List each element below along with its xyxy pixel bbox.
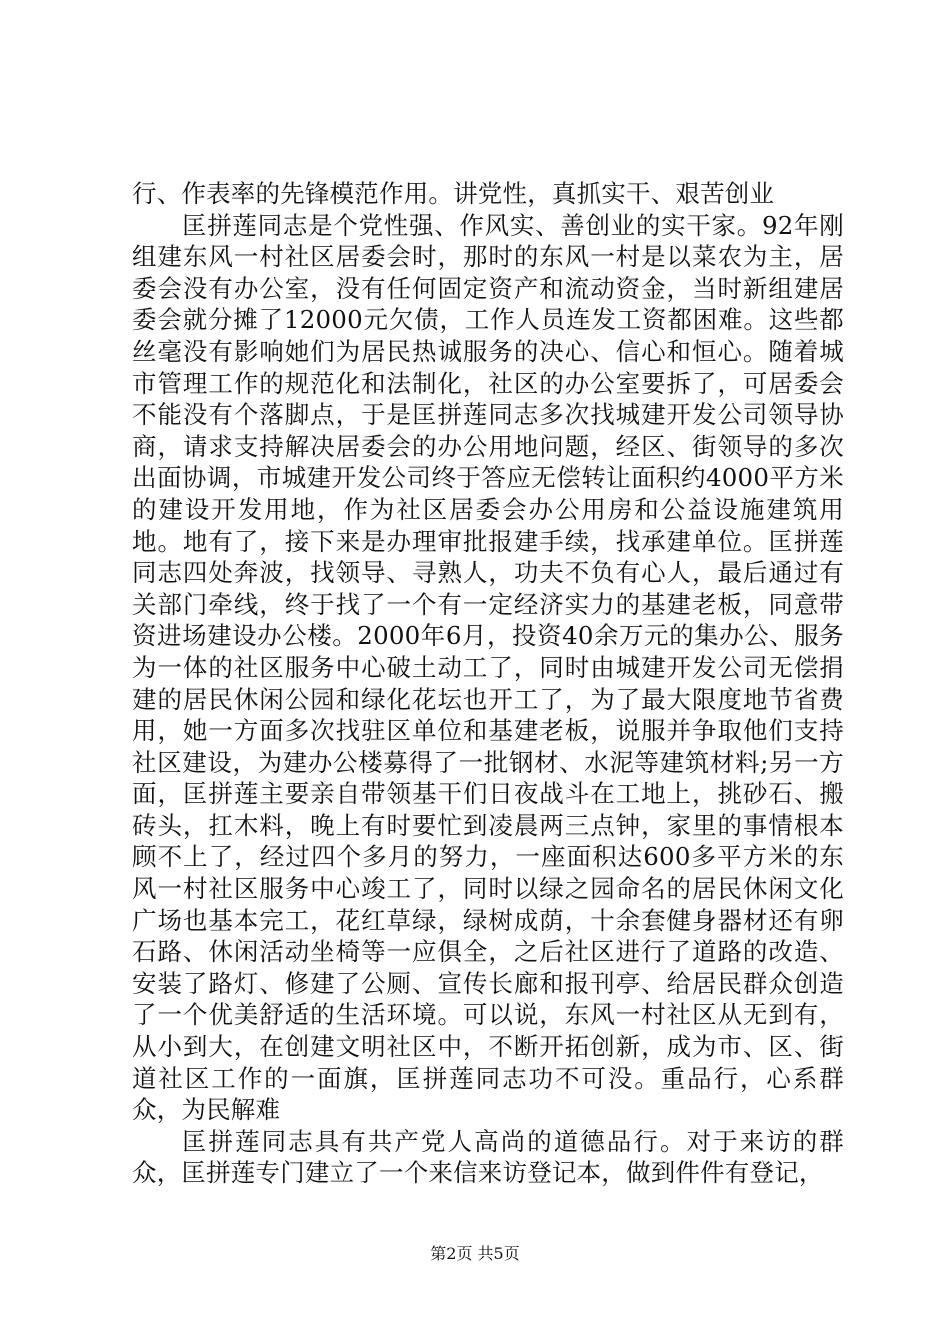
paragraph-2: 匡拼莲同志是个党性强、作风实、善创业的实干家。92年刚组建东风一村社区居委会时，那时的东风一村是以菜农为主，居委会没有办公室，没有任何固定资产和流动资金，当时新组建居委会就分摊了12000元欠债，工作人员连发工资都困难。这些都丝毫没有影响她们为居民热诚服务的决心、信心和恒心。随着城市管理工作的规范化和法制化，社区的办公室要拆了，可居委会不能没有个落脚点，于是匡拼莲同志多次找城建开发公司领导协商，请求支持解决居委会的办公用地问题，经区、街领导的多次出面协调，市城建开发公司终于答应无偿转让面积约4000平方米的建设开发用地，作为社区居委会办公用房和公益设施建筑用地。地有了，接下来是办理审批报建手续，找承建单位。匡拼莲同志四处奔波，找领导、寻熟人，功夫不负有心人，最后通过有关部门牵线，终于找了一个有一定经济实力的基建老板，同意带资进场建设办公楼。2000年6月，投资40余万元的集办公、服务为一体的社区服务中心破土动工了，同时由城建开发公司无偿捐建的居民休闲公园和绿化花坛也开工了，为了最大限度地节省费用，她一方面多次找驻区单位和基建老板，说服并争取他们支持社区建设，为建办公楼募得了一批钢材、水泥等建筑材料;另一方面，匡拼莲主要亲自带领基干们日夜战斗在工地上，挑砂石、搬砖头，扛木料，晚上有时要忙到凌晨两三点钟，家里的事情根本顾不上了，经过四个多月的努力，一座面积达600多平方米的东风一村社区服务中心竣工了，同时以绿之园命名的居民休闲文化广场也基本完工，花红草绿，绿树成荫，十余套健身器材还有卵石路、休闲活动坐椅等一应俱全，之后社区进行了道路的改造、安装了路灯、修建了公厕、宣传长廊和报刊亭、给居民群众创造了一个优美舒适的生活环境。可以说，东风一村社区从无到有，从小到大，在创建文明社区中，不断开拓创新，成为市、区、街道社区工作的一面旗，匡拼莲同志功不可没。重品行，心系群众，为民解难 xyxy=(132,210,844,1125)
document-body xyxy=(132,178,844,1189)
paragraph-1: 行、作表率的先锋模范作用。讲党性，真抓实干、艰苦创业 xyxy=(132,179,775,208)
page-number-footer: 第2页 共5页 xyxy=(430,1244,520,1263)
paragraph-3: 匡拼莲同志具有共产党人高尚的道德品行。对于来访的群众，匡拼莲专门建立了一个来信来访登记本，做到件件有登记， xyxy=(132,1126,844,1188)
